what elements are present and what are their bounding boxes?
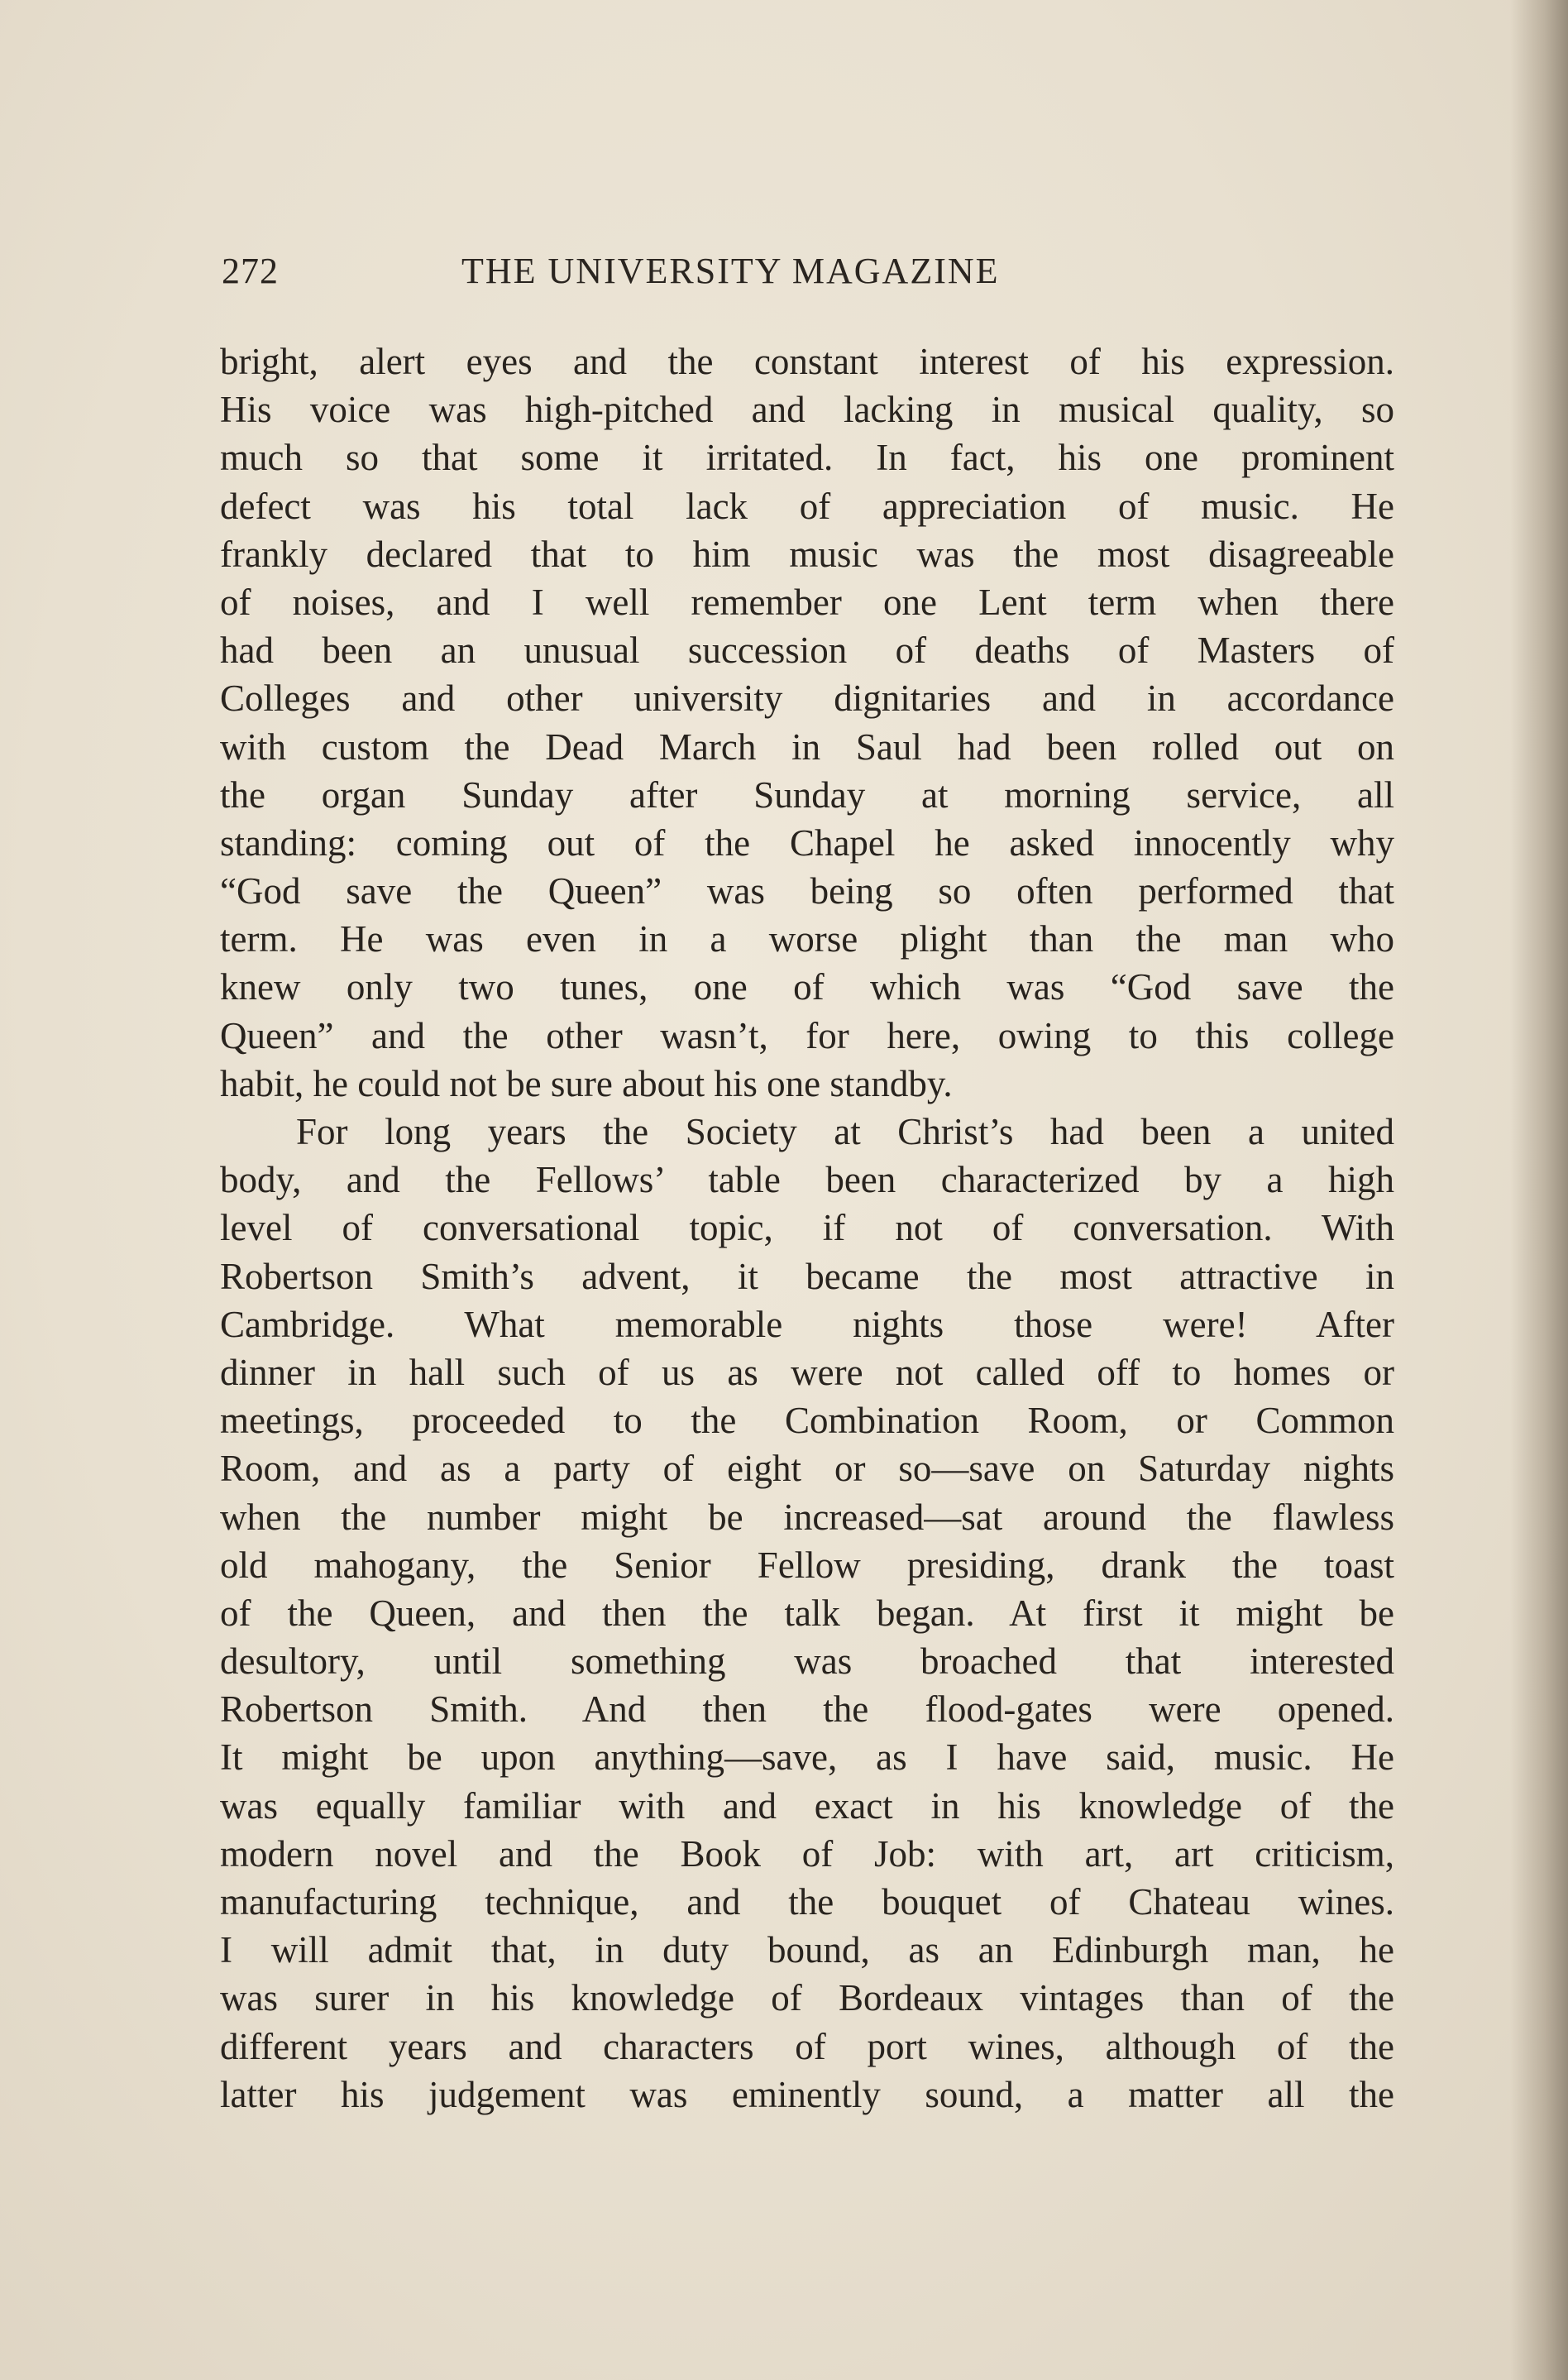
text-line: much so that some it irritated. In fact, his one prominent [220,437,1394,479]
text-line: Room, and as a party of eight or so—save on Saturday nights [220,1448,1394,1490]
text-line: knew only two tunes, one of which was “God save the [220,966,1394,1008]
text-line: desultory, until something was broached that interested [220,1640,1394,1683]
text-line: manufacturing technique, and the bouquet of Chateau wines. [220,1881,1394,1923]
text-line: defect was his total lack of appreciation of music. He [220,485,1394,527]
text-line: meetings, proceeded to the Combination Room, or Common [220,1400,1394,1442]
text-line: It might be upon anything—save, as I have said, music. He [220,1736,1394,1779]
paragraph-start-line: For long years the Society at Christ’s had been a united [296,1111,1394,1152]
text-line: had been an unusual succession of deaths of Masters of [220,630,1394,672]
text-line: standing: coming out of the Chapel he asked innocently why [220,821,1394,864]
text-line: different years and characters of port wines, although of the [220,2025,1394,2067]
text-line: Cambridge. What memorable nights those were! After [220,1303,1394,1345]
text-line: was equally familiar with and exact in his knowledge of the [220,1784,1394,1827]
text-line: Queen” and the other wasn’t, for here, owing to this college [220,1014,1394,1056]
binding-shadow [1510,0,1568,2380]
text-line: of the Queen, and then the talk began. At first it might be [220,1592,1394,1634]
text-line: was surer in his knowledge of Bordeaux vintages than of the [220,1977,1394,2019]
text-line: frankly declared that to him music was the most disagreeable [220,533,1394,575]
magazine-title: THE UNIVERSITY MAGAZINE [461,251,1000,291]
text-line: when the number might be increased—sat around the flawless [220,1496,1394,1538]
text-line: His voice was high-pitched and lacking in musical quality, so [220,389,1394,431]
text-line: of noises, and I well remember one Lent term when there [220,581,1394,623]
body-text [220,338,1394,2119]
text-line: modern novel and the Book of Job: with art, art criticism, [220,1832,1394,1875]
text-line: Robertson Smith. And then the flood-gates were opened. [220,1688,1394,1731]
text-line: Robertson Smith’s advent, it became the most attractive in [220,1255,1394,1297]
paragraph-end-line: habit, he could not be sure about his one standby. [220,1062,953,1104]
text-line: old mahogany, the Senior Fellow presiding, drank the toast [220,1544,1394,1586]
text-line: Colleges and other university dignitaries and in accordance [220,678,1394,720]
text-line: with custom the Dead March in Saul had been rolled out on [220,725,1394,768]
text-line: “God save the Queen” was being so often performed that [220,870,1394,912]
text-line: body, and the Fellows’ table been characterized by a high [220,1159,1394,1201]
text-line: level of conversational topic, if not of conversation. With [220,1207,1394,1249]
text-line: the organ Sunday after Sunday at morning service, all [220,773,1394,816]
text-line: dinner in hall such of us as were not called off to homes or [220,1351,1394,1393]
text-line: bright, alert eyes and the constant interest of his expression. [220,341,1394,382]
text-line: I will admit that, in duty bound, as an Edinburgh man, he [220,1929,1394,1971]
page-number: 272 [222,251,279,291]
text-line: term. He was even in a worse plight than the man who [220,918,1394,960]
text-line: latter his judgement was eminently sound, a matter all the [220,2073,1394,2115]
running-header [222,250,1396,299]
